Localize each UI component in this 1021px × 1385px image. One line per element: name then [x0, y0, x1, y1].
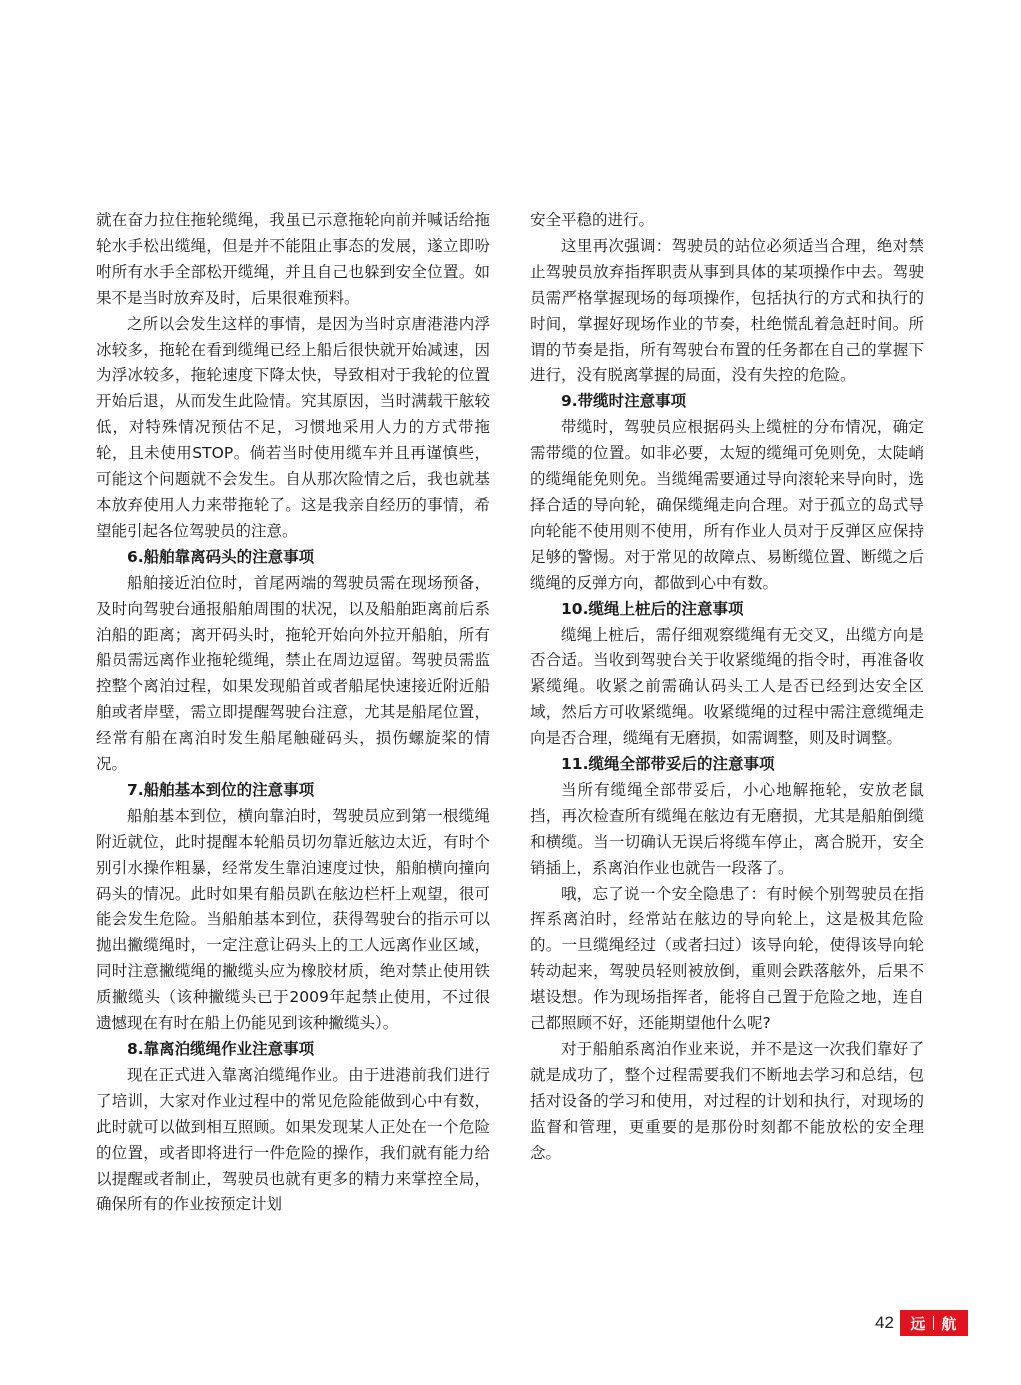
right-column [530, 208, 924, 1167]
body-paragraph: 带缆时，驾驶员应根据码头上缆桩的分布情况，确定需带缆的位置。如非必要，太短的缆绳可免则免，太陡峭的缆绳能免则免。当缆绳需要通过导向滚轮来导向时，选择合适的导向轮，确保缆绳走向合理。对于孤立的岛式导向轮能不使用则不使用，所有作业人员对于反弹区应保持足够的警惕。对于常见的故障点、易断缆位置、断缆之后缆绳的反弹方向，都做到心中有数。 [530, 418, 924, 592]
body-paragraph: 就在奋力拉住拖轮缆绳，我虽已示意拖轮向前并喊话给拖轮水手松出缆绳，但是并不能阻止事态的发展，遂立即吩咐所有水手全部松开缆绳，并且自己也躲到安全位置。如果不是当时放弃及时，后果很难预料。 [96, 211, 490, 307]
body-paragraph: 船舶基本到位，横向靠泊时，驾驶员应到第一根缆绳附近就位，此时提醒本轮船员切勿靠近舷边太近，有时个别引水操作粗暴，经常发生靠泊速度过快，船舶横向撞向码头的情况。此时如果有船员趴在舷边栏杆上观望，很可能会发生危险。当船舶基本到位，获得驾驶台的指示可以抛出撇缆绳时，一定注意让码头上的工人远离作业区域，同时注意撇缆绳的撇缆头应为橡胶材质，绝对禁止使用铁质撇缆头（该种撇缆头已于2009年起禁止使用，不过很遗憾现在有时在船上仍能见到该种撇缆头）。 [96, 806, 490, 1033]
section-heading: 6.船舶靠离码头的注意事项 [127, 547, 315, 566]
section-heading: 8.靠离泊缆绳作业注意事项 [127, 1040, 315, 1058]
brand-logo-right-char: 航 [941, 1314, 958, 1333]
body-paragraph: 缆绳上桩后，需仔细观察缆绳有无交叉，出缆方向是否合适。当收到驾驶台关于收紧缆绳的指令时，再准备收紧缆绳。收紧之前需确认码头工人是否已经到达安全区域，然后方可收紧缆绳。收紧缆绳的过程中需注意缆绳走向是否合理，缆绳有无磨损，如需调整，则及时调整。 [530, 625, 924, 748]
body-paragraph: 现在正式进入靠离泊缆绳作业。由于进港前我们进行了培训，大家对作业过程中的常见危险能做到心中有数，此时就可以做到相互照顾。如果发现某人正处在一个危险的位置，或者即将进行一件危险的操作，我们就有能力给以提醒或者制止，驾驶员也就有更多的精力来掌控全局，确保所有的作业按预定计划 [96, 1065, 490, 1214]
body-paragraph: 哦，忘了说一个安全隐患了：有时候个别驾驶员在指挥系离泊时，经常站在舷边的导向轮上，这是极其危险的。一旦缆绳经过（或者扫过）该导向轮，使得该导向轮转动起来，驾驶员轻则被放倒，重则会跌落舷外，后果不堪设想。作为现场指挥者，能将自己置于危险之地，连自己都照顾不好，还能期望他什么呢? [530, 884, 924, 1033]
section-heading: 7.船舶基本到位的注意事项 [127, 780, 315, 799]
left-column [96, 208, 490, 1218]
section-heading: 10.缆绳上桩后的注意事项 [561, 599, 744, 618]
brand-logo-divider [933, 1316, 934, 1330]
body-paragraph: 船舶接近泊位时，首尾两端的驾驶员需在现场预备，及时向驾驶台通报船舶周围的状况，以及船舶距离前后系泊船的距离；离开码头时，拖轮开始向外拉开船舶，所有船员需远离作业拖轮缆绳，禁止在周边逗留。驾驶员需监控整个离泊过程，如果发现船首或者船尾快速接近附近船舶或者岸壁，需立即提醒驾驶台注意，尤其是船尾位置，经常有船在离泊时发生船尾触碰码头，损伤螺旋桨的情况。 [96, 573, 490, 774]
section-heading: 9.带缆时注意事项 [561, 392, 687, 411]
section-heading: 11.缆绳全部带妥后的注意事项 [561, 755, 775, 774]
body-paragraph: 之所以会发生这样的事情，是因为当时京唐港港内浮冰较多，拖轮在看到缆绳已经上船后很快就开始减速，因为浮冰较多，拖轮速度下降太快，导致相对于我轮的位置开始后退，从而发生此险情。究其原因，当时满载干舷较低，对特殊情况预估不足，习惯地采用人力的方式带拖轮，且未使用STOP。倘若当时使用缆车并且再谨慎些，可能这个问题就不会发生。自从那次险情之后，我也就基本放弃使用人力来带拖轮了。这是我亲自经历的事情，希望能引起各位驾驶员的注意。 [96, 314, 490, 540]
body-paragraph: 安全平稳的进行。 [530, 211, 655, 229]
page-number: 42 [875, 1313, 894, 1332]
body-paragraph: 当所有缆绳全部带妥后，小心地解拖轮，安放老鼠挡，再次检查所有缆绳在舷边有无磨损，尤其是船舶倒缆和横缆。当一切确认无误后将缆车停止，离合脱开，安全销插上，系离泊作业也就告一段落了。 [530, 780, 924, 877]
body-paragraph: 这里再次强调：驾驶员的站位必须适当合理，绝对禁止驾驶员放弃指挥职责从事到具体的某项操作中去。驾驶员需严格掌握现场的每项操作，包括执行的方式和执行的时间，掌握好现场作业的节奏，杜绝慌乱着急赶时间。所谓的节奏是指，所有驾驶台布置的任务都在自己的掌握下进行，没有脱离掌握的局面，没有失控的危险。 [530, 236, 924, 385]
body-paragraph: 对于船舶系离泊作业来说，并不是这一次我们靠好了就是成功了，整个过程需要我们不断地去学习和总结，包括对设备的学习和使用，对过程的计划和执行，对现场的监督和管理，更重要的是那份时刻都不能放松的安全理念。 [530, 1040, 924, 1162]
brand-logo-left-char: 远 [910, 1314, 927, 1333]
page-footer [875, 1310, 968, 1336]
brand-logo [900, 1310, 968, 1336]
